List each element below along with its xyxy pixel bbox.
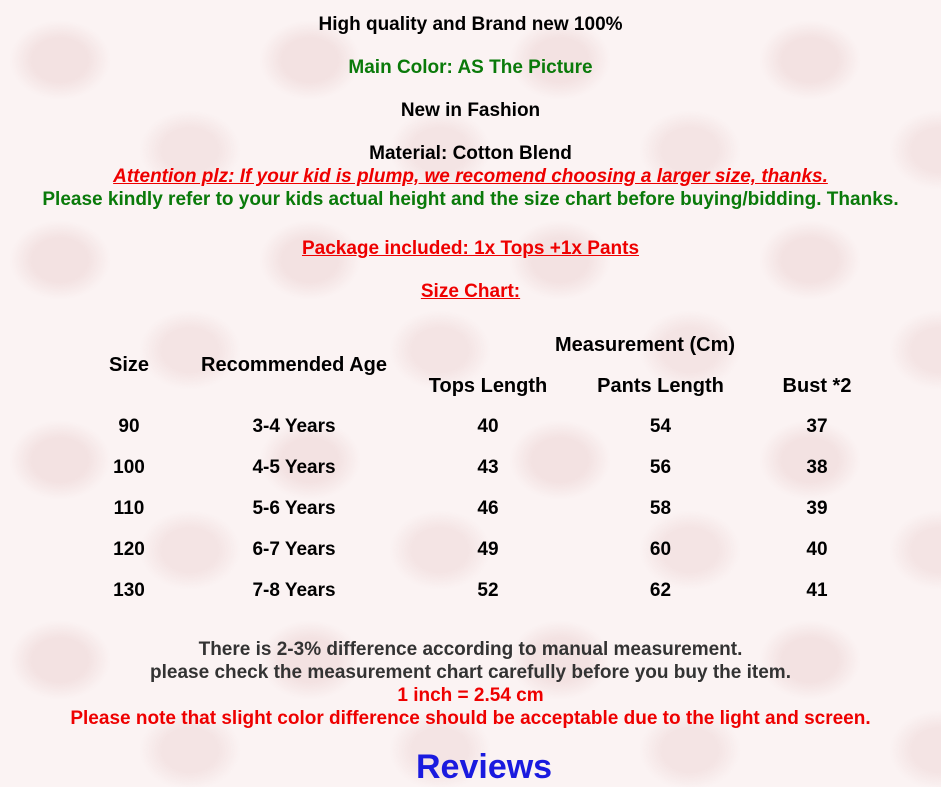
bust-cell: 39 — [806, 498, 828, 519]
size-chart-title: Size Chart: — [420, 281, 521, 302]
check-chart-note: please check the measurement chart carefully before you buy the item. — [150, 662, 791, 683]
size-header: Size — [108, 354, 150, 376]
bust-cell: 41 — [806, 580, 828, 601]
tops-length-header: Tops Length — [428, 375, 548, 397]
bust-cell: 38 — [806, 457, 828, 478]
bust-header: Bust *2 — [782, 375, 852, 397]
size-cell: 130 — [113, 580, 145, 601]
pants-cell: 62 — [649, 580, 672, 601]
attention-text: Attention plz: If your kid is plump, we recomend choosing a larger size, thanks. — [113, 166, 828, 187]
tops-cell: 52 — [477, 580, 499, 601]
measurement-difference-note: There is 2-3% difference according to manual measurement. — [198, 639, 743, 660]
tops-cell: 40 — [477, 416, 499, 437]
tops-cell: 46 — [477, 498, 499, 519]
size-cell: 120 — [113, 539, 145, 560]
age-cell: 7-8 Years — [252, 580, 336, 601]
pants-cell: 60 — [649, 539, 672, 560]
size-cell: 100 — [113, 457, 145, 478]
inch-conversion-note: 1 inch = 2.54 cm — [397, 685, 544, 706]
color-difference-note: Please note that slight color difference should be acceptable due to the light and screen. — [70, 708, 871, 729]
pants-cell: 54 — [649, 416, 672, 437]
measurement-header: Measurement (Cm) — [554, 334, 736, 356]
size-cell: 110 — [113, 498, 145, 519]
age-header: Recommended Age — [201, 354, 387, 376]
refer-size-text: Please kindly refer to your kids actual height and the size chart before buying/bidding. Thanks. — [42, 189, 899, 210]
size-table — [0, 330, 941, 610]
pants-cell: 56 — [649, 457, 672, 478]
age-cell: 4-5 Years — [252, 457, 336, 478]
quality-text: High quality and Brand new 100% — [318, 14, 623, 35]
tops-cell: 49 — [477, 539, 499, 560]
bust-cell: 40 — [806, 539, 828, 560]
cutoff-heading: Reviews — [416, 748, 553, 786]
tops-cell: 43 — [477, 457, 499, 478]
size-cell: 90 — [118, 416, 140, 437]
package-text: Package included: 1x Tops +1x Pants — [301, 238, 640, 259]
main-color-text: Main Color: AS The Picture — [348, 57, 593, 78]
age-cell: 5-6 Years — [252, 498, 336, 519]
material-text: Material: Cotton Blend — [369, 143, 572, 164]
age-cell: 3-4 Years — [252, 416, 336, 437]
age-cell: 6-7 Years — [252, 539, 336, 560]
bust-cell: 37 — [806, 416, 828, 437]
pants-cell: 58 — [649, 498, 672, 519]
fashion-text: New in Fashion — [400, 100, 541, 121]
pants-length-header: Pants Length — [597, 375, 724, 397]
